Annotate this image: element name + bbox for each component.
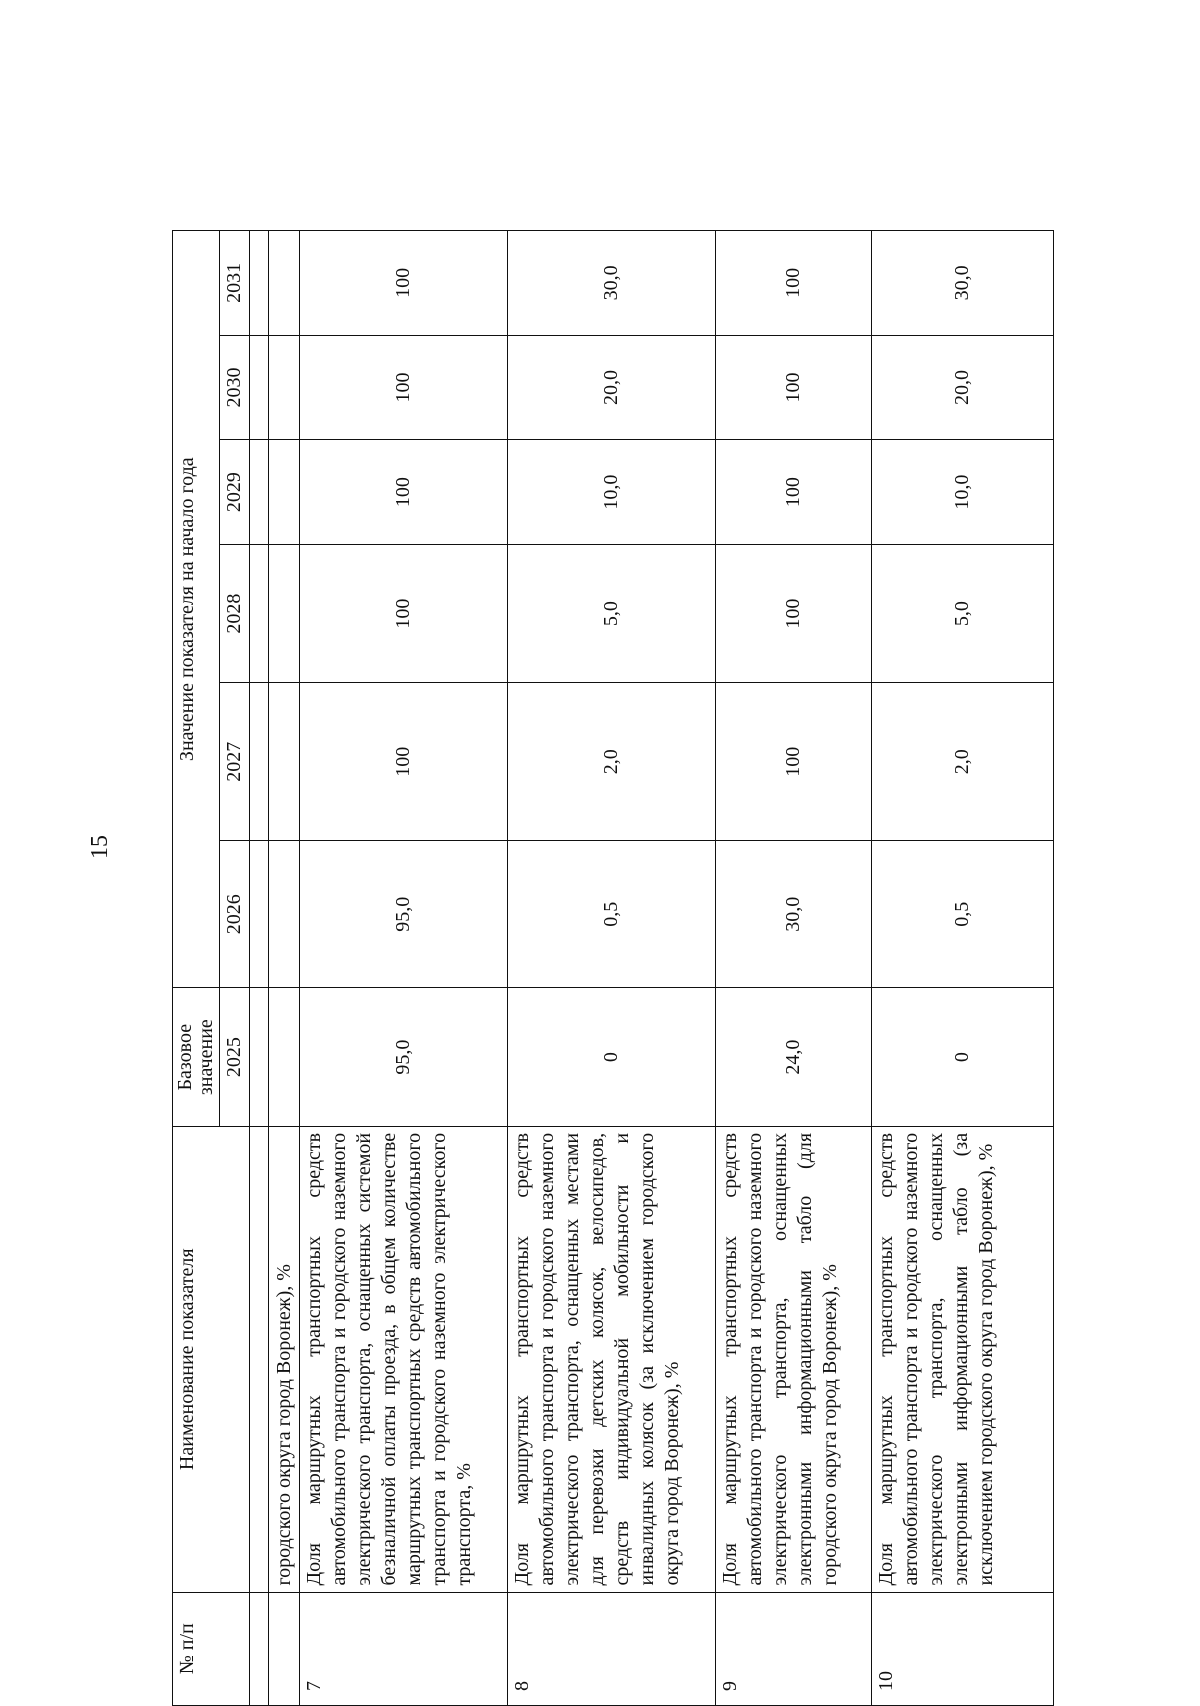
value-2029: 100 bbox=[300, 440, 508, 545]
value-2026: 0,5 bbox=[508, 841, 716, 988]
value-2027: 2,0 bbox=[872, 683, 1054, 841]
table-row bbox=[716, 231, 872, 1706]
year-2029: 2029 bbox=[220, 440, 250, 545]
value-2025: 95,0 bbox=[300, 988, 508, 1127]
value-2027: 100 bbox=[716, 683, 872, 841]
value-2025: 0 bbox=[508, 988, 716, 1127]
header-num: № п/п bbox=[173, 1592, 250, 1705]
value-2028: 5,0 bbox=[872, 544, 1054, 683]
column-number-row bbox=[250, 231, 269, 1706]
row-number: 7 bbox=[300, 1592, 508, 1705]
value-2031: 30,0 bbox=[872, 231, 1054, 336]
indicators-table bbox=[172, 230, 1054, 1706]
year-2031: 2031 bbox=[220, 231, 250, 336]
continuation-text: городского округа город Воронеж), % bbox=[269, 1126, 300, 1592]
continuation-row bbox=[269, 231, 300, 1706]
year-2025: 2025 bbox=[220, 988, 250, 1127]
value-2028: 5,0 bbox=[508, 544, 716, 683]
page-number: 15 bbox=[87, 835, 113, 859]
value-2031: 100 bbox=[716, 231, 872, 336]
table-row bbox=[872, 231, 1054, 1706]
value-2031: 30,0 bbox=[508, 231, 716, 336]
value-2027: 100 bbox=[300, 683, 508, 841]
value-2027: 2,0 bbox=[508, 683, 716, 841]
value-2029: 10,0 bbox=[508, 440, 716, 545]
header-row bbox=[173, 231, 220, 1706]
value-2031: 100 bbox=[300, 231, 508, 336]
value-2030: 100 bbox=[300, 335, 508, 440]
header-base: Базовое значение bbox=[173, 988, 220, 1127]
value-2026: 95,0 bbox=[300, 841, 508, 988]
indicator-name: Доля маршрутных транспортных средств автомобильного транспорта и городского наземного электрического транспорта, оснащенных электронными информационными табло (за исключением городского округа город Воронеж), % bbox=[872, 1126, 1054, 1592]
value-2028: 100 bbox=[716, 544, 872, 683]
indicators-table-rotated bbox=[172, 230, 1096, 1706]
year-2030: 2030 bbox=[220, 335, 250, 440]
value-2026: 30,0 bbox=[716, 841, 872, 988]
value-2030: 20,0 bbox=[872, 335, 1054, 440]
table-row bbox=[508, 231, 716, 1706]
value-2025: 0 bbox=[872, 988, 1054, 1127]
indicator-name: Доля маршрутных транспортных средств автомобильного транспорта и городского наземного электрического транспорта, оснащенных местами для перевозки детских колясок, велосипедов, средств индивидуальной мобильности и инвалидных колясок (за исключением городского округа город Воронеж), % bbox=[508, 1126, 716, 1592]
value-2026: 0,5 bbox=[872, 841, 1054, 988]
row-number: 8 bbox=[508, 1592, 716, 1705]
row-number: 9 bbox=[716, 1592, 872, 1705]
table-row bbox=[300, 231, 508, 1706]
value-2028: 100 bbox=[300, 544, 508, 683]
header-name: Наименование показателя bbox=[173, 1126, 250, 1592]
value-2029: 10,0 bbox=[872, 440, 1054, 545]
indicator-name: Доля маршрутных транспортных средств автомобильного транспорта и городского наземного электрического транспорта, оснащенных электронными информационными табло (для городского округа город Воронеж), % bbox=[716, 1126, 872, 1592]
header-values: Значение показателя на начало года bbox=[173, 231, 220, 988]
year-2028: 2028 bbox=[220, 544, 250, 683]
value-2029: 100 bbox=[716, 440, 872, 545]
value-2025: 24,0 bbox=[716, 988, 872, 1127]
row-number: 10 bbox=[872, 1592, 1054, 1705]
year-2027: 2027 bbox=[220, 683, 250, 841]
year-2026: 2026 bbox=[220, 841, 250, 988]
value-2030: 20,0 bbox=[508, 335, 716, 440]
indicator-name: Доля маршрутных транспортных средств автомобильного транспорта и городского наземного электрического транспорта, оснащенных системой безналичной оплаты проезда, в общем количестве маршрутных транспортных средств автомобильного транспорта и городского наземного электрического транспорта, % bbox=[300, 1126, 508, 1592]
value-2030: 100 bbox=[716, 335, 872, 440]
